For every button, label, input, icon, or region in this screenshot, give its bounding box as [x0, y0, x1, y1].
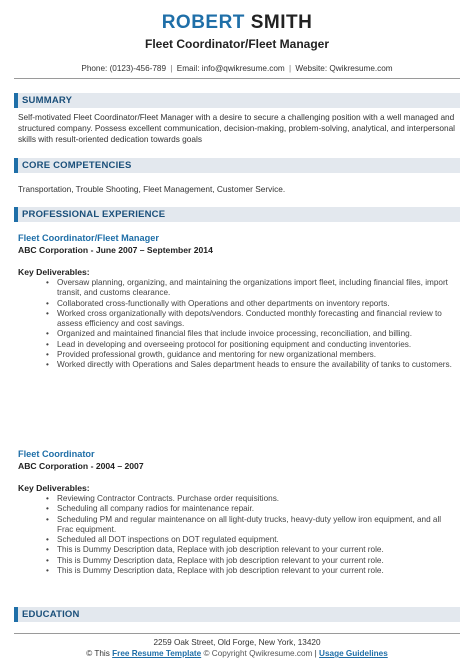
experience-heading-bar [14, 207, 460, 222]
job-2-deliverables-label: Key Deliverables: [18, 483, 90, 493]
candidate-name [0, 12, 474, 34]
competencies-text: Transportation, Trouble Shooting, Fleet Management, Customer Service. [18, 184, 286, 194]
resume-header [0, 0, 474, 79]
list-item: • Lead in developing and overseeing protocol for positioning equipment and conducting inventories. [46, 340, 458, 350]
list-item: • This is Dummy Description data, Replace with job description relevant to your current role. [46, 556, 458, 566]
free-template-link[interactable]: Free Resume Template [112, 649, 202, 658]
usage-guidelines-link[interactable]: Usage Guidelines [319, 649, 388, 658]
competencies-heading-bar [14, 158, 460, 173]
job-entry-1 [18, 232, 458, 371]
job-2-company: ABC Corporation - 2004 – 2007 [18, 461, 144, 471]
list-item: • Scheduling all company radios for maintenance repair. [46, 504, 458, 514]
job-2-bullets [18, 494, 458, 576]
job-entry-2 [18, 448, 458, 576]
footer-address: 2259 Oak Street, Old Forge, New York, 13420 [153, 638, 321, 647]
list-item: • Scheduled all DOT inspections on DOT regulated equipment. [46, 535, 458, 545]
last-name: SMITH [250, 12, 313, 33]
footer-separator: | [314, 649, 317, 658]
competencies-heading: CORE COMPETENCIES [22, 160, 132, 171]
list-item: • Scheduling PM and regular maintenance on all light-duty trucks, heavy-duty yellow iron equipment, and all Frac equipment. [46, 515, 458, 536]
list-item: • Organized and maintained financial files that include invoice processing, reconciliation, and billing. [46, 329, 458, 339]
website-text: Website: Qwikresume.com [295, 64, 393, 73]
job-1-title: Fleet Coordinator/Fleet Manager [18, 233, 159, 243]
job-2-title: Fleet Coordinator [18, 449, 95, 459]
summary-heading-bar [14, 93, 460, 108]
summary-text: Self-motivated Fleet Coordinator/Fleet Manager with a desire to secure a challenging position with a well managed and structured company. Possess excellent communication, decision-making, problem-solving, analytical, and interpersonal skills with result-oriented dedication towards goals [18, 112, 456, 144]
page-footer [14, 633, 460, 659]
contact-separator: | [170, 64, 173, 73]
email-text: Email: info@qwikresume.com [176, 64, 285, 73]
footer-prefix: © This [86, 649, 110, 658]
contact-separator: | [288, 64, 292, 73]
list-item: • Oversaw planning, organizing, and maintaining the organizations import fleet, including financial files, import transit, and customs clearance. [46, 278, 458, 299]
experience-heading: PROFESSIONAL EXPERIENCE [22, 209, 166, 220]
job-1-bullets [18, 278, 458, 371]
list-item: • Worked directly with Operations and Sales department heads to ensure the availability of tanks to customers. [46, 360, 458, 370]
education-heading: EDUCATION [22, 609, 80, 620]
list-item: • Worked cross organizationally with depots/vendors. Conducted monthly forecasting and financial review to assess efficiency and cost savings. [46, 309, 458, 330]
job-1-deliverables-label: Key Deliverables: [18, 267, 90, 277]
list-item: • Collaborated cross-functionally with Operations and other departments on inventory reports. [46, 299, 458, 309]
job-1-company: ABC Corporation - June 2007 – September 2014 [18, 245, 213, 255]
first-name: ROBERT [161, 12, 245, 33]
list-item: • Provided professional growth, guidance and mentoring for new organizational members. [46, 350, 458, 360]
education-heading-bar [14, 607, 460, 622]
footer-copyright: © Copyright Qwikresume.com [203, 649, 313, 658]
job-title: Fleet Coordinator/Fleet Manager [144, 37, 330, 51]
summary-heading: SUMMARY [22, 95, 73, 106]
list-item: • Reviewing Contractor Contracts. Purchase order requisitions. [46, 494, 458, 504]
header-divider [14, 78, 460, 79]
contact-line [0, 63, 474, 74]
list-item: • This is Dummy Description data, Replace with job description relevant to your current role. [46, 545, 458, 555]
footer-links [14, 648, 460, 659]
phone-text: Phone: (0123)-456-789 [81, 64, 167, 73]
list-item: • This is Dummy Description data, Replace with job description relevant to your current role. [46, 566, 458, 576]
